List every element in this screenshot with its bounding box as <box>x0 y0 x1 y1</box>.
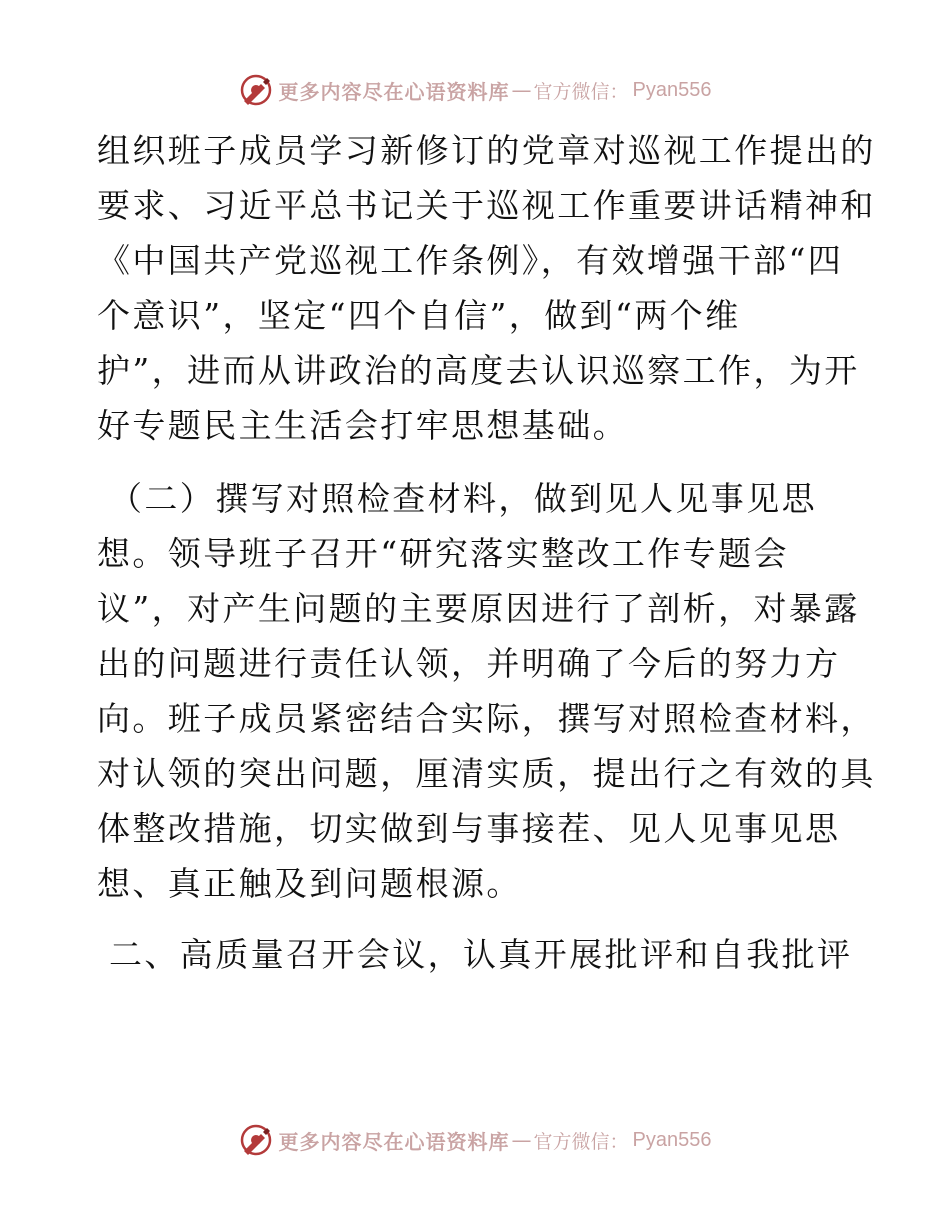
text-line: 对认领的突出问题，厘清实质，提出行之有效的具 <box>97 754 876 793</box>
paragraph-2 <box>97 471 876 911</box>
pen-logo-icon <box>239 1123 273 1157</box>
footer-watermark <box>0 1120 950 1160</box>
document-body <box>97 123 876 982</box>
watermark-brand: 更多内容尽在心语资料库 <box>278 1129 510 1154</box>
text-line: 护”，进而从讲政治的高度去认识巡察工作，为开 <box>97 351 860 390</box>
pen-logo-icon <box>239 73 273 107</box>
text-line: 想、真正触及到问题根源。 <box>97 864 522 903</box>
text-line: 议”，对产生问题的主要原因进行了剖析，对暴露 <box>97 589 860 628</box>
text-line: 组织班子成员学习新修订的党章对巡视工作提出的 <box>97 131 876 170</box>
watermark-dash: — <box>511 1128 532 1152</box>
text-line: 想。领导班子召开“研究落实整改工作专题会 <box>97 534 789 573</box>
text-line: 出的问题进行责任认领，并明确了今后的努力方 <box>97 644 841 683</box>
text-line: 好专题民主生活会打牢思想基础。 <box>97 406 628 445</box>
watermark-contact-label: 官方微信： <box>533 1130 629 1153</box>
watermark-brand: 更多内容尽在心语资料库 <box>278 79 510 104</box>
watermark-handle: Pyan556 <box>632 78 712 101</box>
text-line: 个意识”，坚定“四个自信”，做到“两个维 <box>97 296 741 335</box>
section-heading: 二、高质量召开会议，认真开展批评和自我批评 <box>109 935 853 974</box>
watermark-dash: — <box>511 78 532 102</box>
header-watermark <box>0 70 950 110</box>
text-line: 《中国共产党巡视工作条例》，有效增强干部“四 <box>97 241 844 280</box>
watermark-contact-label: 官方微信： <box>533 80 629 103</box>
text-line: 要求、习近平总书记关于巡视工作重要讲话精神和 <box>97 186 876 225</box>
text-line: 向。班子成员紧密结合实际，撰写对照检查材料， <box>97 699 876 738</box>
watermark-handle: Pyan556 <box>632 1128 712 1151</box>
section-heading: （二）撰写对照检查材料，做到见人见事见思 <box>109 479 817 518</box>
paragraph-1 <box>97 123 876 453</box>
paragraph-3 <box>97 927 857 982</box>
text-line: 体整改措施，切实做到与事接茬、见人见事见思 <box>97 809 841 848</box>
